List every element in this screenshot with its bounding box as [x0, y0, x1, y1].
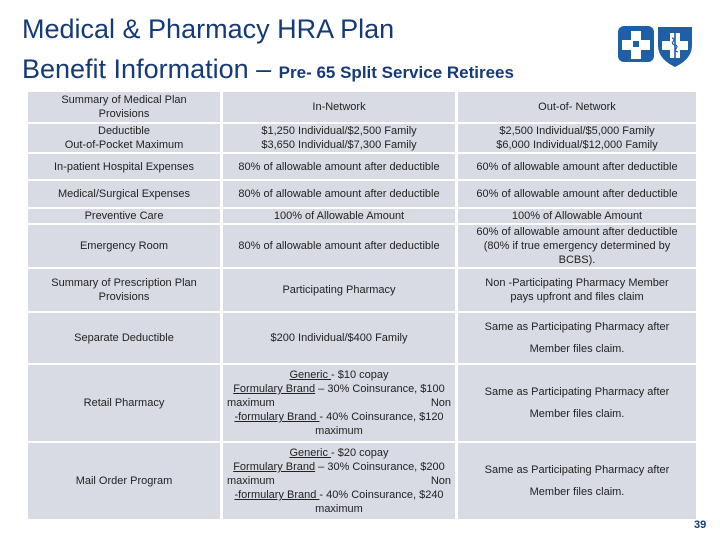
cell-text: Member files claim. — [529, 408, 625, 420]
formulary-brand-link[interactable]: Formulary Brand — [233, 383, 316, 395]
non-formulary-brand-link[interactable]: -formulary Brand — [234, 411, 320, 423]
in-network-cell: 80% of allowable amount after deductible — [223, 154, 458, 179]
in-network-cell — [223, 365, 458, 441]
row-label — [28, 269, 223, 311]
blue-cross-icon — [618, 26, 654, 62]
out-of-network-header: Out-of- Network — [458, 92, 696, 122]
subtitle-sub: Pre- 65 Split Service Retirees — [278, 63, 514, 82]
in-network-header: In-Network — [223, 92, 458, 122]
page-number: 39 — [694, 519, 707, 531]
cell-text: -formulary Brand - 40% Coinsurance, $240 — [234, 489, 444, 501]
cell-text: maximum Non — [227, 475, 451, 487]
formulary-brand-link[interactable]: Formulary Brand — [233, 461, 316, 473]
cell-text: Summary of Medical Plan — [61, 94, 187, 106]
cell-text: $6,000 Individual/$12,000 Family — [496, 139, 658, 151]
table-row — [28, 443, 696, 519]
cell-text: pays upfront and files claim — [510, 291, 644, 303]
row-label: In-patient Hospital Expenses — [28, 154, 223, 179]
row-label: Separate Deductible — [28, 313, 223, 363]
in-network-cell: $200 Individual/$400 Family — [223, 313, 458, 363]
out-of-network-cell: 60% of allowable amount after deductible — [458, 181, 696, 207]
out-of-network-cell — [458, 269, 696, 311]
cell-text: Formulary Brand – 30% Coinsurance, $100 — [233, 383, 445, 395]
cell-text: BCBS). — [558, 254, 596, 266]
page-title: Medical & Pharmacy HRA Plan — [22, 14, 395, 44]
cell-text: maximum Non — [227, 397, 451, 409]
out-of-network-cell: 100% of Allowable Amount — [458, 209, 696, 223]
cell-text: Member files claim. — [529, 343, 625, 355]
cell-text: Provisions — [98, 108, 150, 120]
generic-link[interactable]: Generic — [289, 369, 332, 381]
cell-text: Generic - $20 copay — [289, 447, 389, 459]
out-of-network-cell — [458, 124, 696, 152]
cell-text: -formulary Brand - 40% Coinsurance, $120 — [234, 411, 444, 423]
cell-text: Non -Participating Pharmacy Member — [485, 277, 669, 289]
row-label: Medical/Surgical Expenses — [28, 181, 223, 207]
table-row — [28, 154, 696, 179]
table-row — [28, 225, 696, 267]
cell-text: Generic - $10 copay — [289, 369, 389, 381]
table-row — [28, 269, 696, 311]
out-of-network-cell — [458, 443, 696, 519]
cell-text: 60% of allowable amount after deductible — [476, 226, 678, 238]
cell-text: (80% if true emergency determined by — [483, 240, 671, 252]
benefits-table — [28, 90, 696, 521]
cell-text: Provisions — [98, 291, 150, 303]
cell-text: Member files claim. — [529, 486, 625, 498]
in-network-cell: Participating Pharmacy — [223, 269, 458, 311]
out-of-network-cell: 60% of allowable amount after deductible — [458, 154, 696, 179]
page-subtitle — [22, 54, 514, 85]
out-of-network-cell — [458, 313, 696, 363]
in-network-cell: 80% of allowable amount after deductible — [223, 181, 458, 207]
row-label: Retail Pharmacy — [28, 365, 223, 441]
in-network-cell — [223, 124, 458, 152]
cell-text: $2,500 Individual/$5,000 Family — [499, 125, 655, 137]
cell-text: Same as Participating Pharmacy after — [484, 464, 670, 476]
generic-link[interactable]: Generic — [289, 447, 332, 459]
out-of-network-cell — [458, 365, 696, 441]
cell-text: Formulary Brand – 30% Coinsurance, $200 — [233, 461, 445, 473]
header-label-cell — [28, 92, 223, 122]
table-header-row — [28, 92, 696, 122]
cell-text: Same as Participating Pharmacy after — [484, 321, 670, 333]
row-label: Preventive Care — [28, 209, 223, 223]
cell-text: $1,250 Individual/$2,500 Family — [261, 125, 417, 137]
out-of-network-cell — [458, 225, 696, 267]
table-row — [28, 365, 696, 441]
cell-text: maximum — [315, 425, 363, 437]
in-network-cell — [223, 443, 458, 519]
subtitle-main: Benefit Information – — [22, 54, 272, 84]
row-label — [28, 124, 223, 152]
in-network-cell: 100% of Allowable Amount — [223, 209, 458, 223]
table-row — [28, 181, 696, 207]
table-row — [28, 209, 696, 223]
table-row — [28, 124, 696, 152]
cell-text: Deductible — [98, 125, 150, 137]
cell-text: Same as Participating Pharmacy after — [484, 386, 670, 398]
blue-shield-icon — [658, 27, 692, 67]
cell-text: Summary of Prescription Plan — [51, 277, 197, 289]
row-label: Mail Order Program — [28, 443, 223, 519]
bcbs-logo — [617, 22, 695, 68]
cell-text: $3,650 Individual/$7,300 Family — [261, 139, 417, 151]
row-label: Emergency Room — [28, 225, 223, 267]
cell-text: maximum — [315, 503, 363, 515]
non-formulary-brand-link[interactable]: -formulary Brand — [234, 489, 320, 501]
cell-text: Out-of-Pocket Maximum — [64, 139, 184, 151]
table-row — [28, 313, 696, 363]
in-network-cell: 80% of allowable amount after deductible — [223, 225, 458, 267]
